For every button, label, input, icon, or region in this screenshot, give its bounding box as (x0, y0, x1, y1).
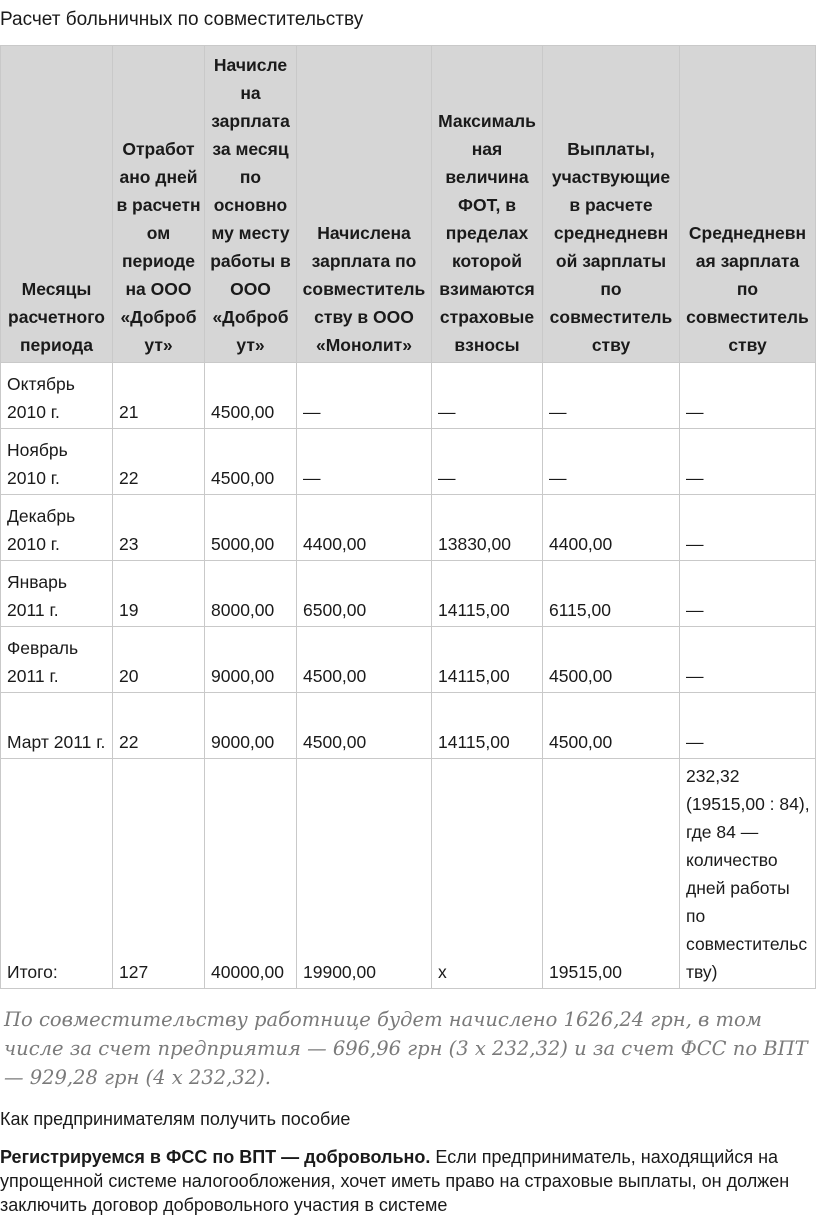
cell-payments: — (543, 363, 680, 429)
cell-avg-daily: — (680, 363, 816, 429)
cell-avg-daily: — (680, 627, 816, 693)
header-avg-daily-salary: Среднедневн ая зарплата по совместитель ству (680, 46, 816, 363)
cell-max-payroll: 14115,00 (432, 627, 543, 693)
cell-max-payroll: 13830,00 (432, 495, 543, 561)
cell-part-time-salary: — (297, 429, 432, 495)
table-caption: Расчет больничных по совместительству (0, 9, 364, 30)
total-part-time-salary: 19900,00 (297, 759, 432, 989)
cell-main-salary: 4500,00 (205, 429, 297, 495)
cell-main-salary: 9000,00 (205, 693, 297, 759)
cell-max-payroll: — (432, 429, 543, 495)
total-payments: 19515,00 (543, 759, 680, 989)
table-row (1, 363, 816, 429)
cell-payments: 4400,00 (543, 495, 680, 561)
total-days: 127 (113, 759, 205, 989)
header-main-salary: Начисле на зарплата за месяц по основно му месту работы в ООО «Доброб ут» (205, 46, 297, 363)
cell-avg-daily: — (680, 429, 816, 495)
cell-main-salary: 8000,00 (205, 561, 297, 627)
cell-part-time-salary: — (297, 363, 432, 429)
cell-avg-daily: — (680, 693, 816, 759)
cell-month: Январь 2011 г. (1, 561, 113, 627)
cell-month: Октябрь 2010 г. (1, 363, 113, 429)
table-row (1, 495, 816, 561)
total-main-salary: 40000,00 (205, 759, 297, 989)
cell-days: 20 (113, 627, 205, 693)
cell-month: Февраль 2011 г. (1, 627, 113, 693)
table-row (1, 627, 816, 693)
table-row (1, 693, 816, 759)
cell-part-time-salary: 6500,00 (297, 561, 432, 627)
sick-pay-table (0, 45, 816, 989)
cell-max-payroll: 14115,00 (432, 561, 543, 627)
table-row (1, 561, 816, 627)
table-row (1, 429, 816, 495)
header-payments-in-calc: Выплаты, участвующие в расчете среднедневн ой зарплаты по совместитель ству (543, 46, 680, 363)
header-max-payroll: Максималь ная величина ФОТ, в пределах которой взимаются страховые взносы (432, 46, 543, 363)
cell-payments: 6115,00 (543, 561, 680, 627)
cell-part-time-salary: 4500,00 (297, 627, 432, 693)
cell-month: Март 2011 г. (1, 693, 113, 759)
cell-main-salary: 9000,00 (205, 627, 297, 693)
cell-month: Ноябрь 2010 г. (1, 429, 113, 495)
cell-payments: — (543, 429, 680, 495)
total-label: Итого: (1, 759, 113, 989)
cell-avg-daily: — (680, 561, 816, 627)
cell-days: 19 (113, 561, 205, 627)
cell-days: 23 (113, 495, 205, 561)
cell-avg-daily: — (680, 495, 816, 561)
cell-days: 21 (113, 363, 205, 429)
body-paragraph (0, 1145, 812, 1217)
section-subheading: Как предпринимателям получить пособие (0, 1109, 351, 1129)
cell-days: 22 (113, 693, 205, 759)
cell-days: 22 (113, 429, 205, 495)
table-header-row (1, 46, 816, 363)
cell-part-time-salary: 4500,00 (297, 693, 432, 759)
header-days-worked: Отработ ано дней в расчетн ом периоде на ООО «Доброб ут» (113, 46, 205, 363)
total-max-payroll: x (432, 759, 543, 989)
cell-payments: 4500,00 (543, 693, 680, 759)
cell-max-payroll: — (432, 363, 543, 429)
paragraph-lead: Регистрируемся в ФСС по ВПТ — добровольно. (0, 1147, 431, 1167)
table-total-row (1, 759, 816, 989)
cell-part-time-salary: 4400,00 (297, 495, 432, 561)
cell-payments: 4500,00 (543, 627, 680, 693)
cell-main-salary: 5000,00 (205, 495, 297, 561)
cell-max-payroll: 14115,00 (432, 693, 543, 759)
total-avg-daily: 232,32 (19515,00 : 84), где 84 — количество дней работы по совместительс тву) (680, 759, 816, 989)
calculation-note: По совместительству работнице будет начислено 1626,24 грн, в том числе за счет предприятия — 696,96 грн (3 х 232,32) и за счет ФСС по ВПТ — 929,28 грн (4 х 232,32). (4, 1008, 808, 1089)
header-part-time-salary: Начислена зарплата по совместитель ству в ООО «Монолит» (297, 46, 432, 363)
header-month: Месяцы расчетного периода (1, 46, 113, 363)
paragraph-text: Если предприниматель, находящийся на упрощенной системе налогообложения, хочет иметь право на страховые выплаты, он должен заключить договор добровольного участия в системе (0, 1147, 790, 1215)
cell-month: Декабрь 2010 г. (1, 495, 113, 561)
cell-main-salary: 4500,00 (205, 363, 297, 429)
